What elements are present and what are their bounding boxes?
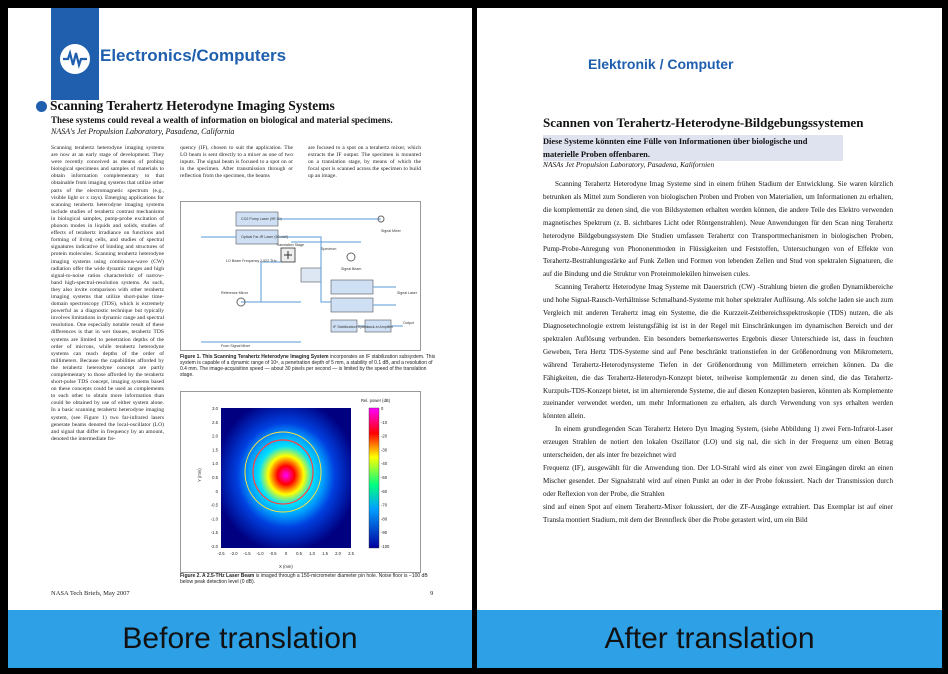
figure-2-caption-text: is imaged through a 150-micrometer diameter pin hole. Noise floor is −100 dB below peak detection level (0 dB).: [180, 573, 428, 585]
colorbar-tick-label: -100: [381, 544, 390, 549]
fig1-label: Lock-in Amplifier: [367, 325, 394, 329]
footer-publication: NASA Tech Briefs, May 2007: [51, 590, 130, 597]
y-tick-label: 3.0: [212, 406, 218, 411]
footer-page-number: 9: [430, 590, 434, 597]
x-tick-label: -2.5: [217, 551, 225, 556]
figure-1-caption-lead: Figure 1. This Scanning Terahertz Heterodyne Imaging System: [180, 354, 329, 360]
y-tick-label: 2.0: [212, 433, 218, 439]
y-tick-label: 0.5: [212, 475, 218, 480]
fig1-label: From Signal Mixer: [221, 344, 251, 348]
figure-1-caption: [180, 354, 440, 378]
fig1-label: Optical Far-IR Laser (50 mW): [241, 235, 289, 239]
article-subtitle: Diese Systeme könnten eine Fülle von Informationen über biologische und materielle Proben offenbaren.: [543, 135, 843, 161]
category-title: Elektronik / Computer: [588, 56, 734, 72]
colorbar-tick-label: -30: [381, 447, 388, 453]
y-tick-label: 0: [215, 488, 218, 494]
x-tick-label: -1.0: [256, 551, 264, 556]
fig1-label: Signal Mixer: [381, 229, 401, 233]
figure-2-heatmap: [180, 391, 421, 573]
x-tick-label: -1.5: [243, 551, 251, 556]
paragraph: Scanning Terahertz Heterodyne Imag Systeme sind in einem frühen Stadium der Entwicklung. Sie waren kürzlich betrunken als Mittel zum Sondieren von biologischen Proben und Proben von Materialien, um Informationen zu erhalten, die komplementär zu denen sind, die von Bildsystemen erhalten werden können, die andere Teile des Elektro verwenden magnetisches Spektrum (z. B. sichtbares Licht oder Röntgenstrahlen). Neue Anwendungen für den Scan ning Terahertz heterodyne Bildgebungssystem Die Studien umfassen Terahertz con Transportmechanismen in biologischen Proben, Pump-Probe-Anregung von Phononenmoden in Flüssigkeiten und Feststoffen, Untersuchungen von ef Effekte von Terahertz-Bestrahlungsstärke auf Funk Zellen und Formen von lebenden Zellen und Stud von spektralen Signaturen, die auf die Bindung und die Struktur von Proteinmolekülen hinweisen cules.: [543, 180, 893, 279]
colorbar-tick-label: -80: [381, 516, 388, 522]
y-tick-label: -1.5: [210, 530, 218, 536]
fig1-label: Signal Laser: [397, 291, 417, 295]
fig1-label: Signal Beam: [341, 267, 362, 271]
x-tick-label: 1.5: [322, 551, 328, 556]
paragraph: In einem grundlegenden Scan Terahertz Hetero Dyn Imaging System, (siehe Abbildung 1) zwei Fern-Infrarot-Laser erzeugen Strahlen de notiert den lokalen Oszillator (LO) und sig nal, die sich in der Frequenz um einen Betrag unterscheiden, der als inter fre bezeichnet wird: [543, 425, 893, 460]
wave-icon: [60, 44, 90, 74]
figure-2-caption-lead: Figure 2. A 2.5-THz Laser Beam: [180, 573, 255, 579]
article-subtitle: These systems could reveal a wealth of information on biological and material specimens.: [51, 115, 393, 125]
before-translation-label: Before translation: [8, 610, 472, 668]
paragraph: Scanning Terahertz Heterodyne Imag Systeme mit Dauerstrich (CW) -Strahlung bieten die großen Dynamikbereiche und hohe Signal-Rausch-Verhältnisse Schmalband-Systeme mit hoher spektraler Auflösung. Als solche laden sie auch zum Vergleich mit anderen Terahertz imag ein Systeme, die die Kurzzeit-Zeitbereichsspektroskopie (TDS) nutzen, die als Diagnosetechnologie extrem leistungsfähig ist ist in der Regel mit Einschränkungen im dynamischen Bereich und der spektralen Auflösung verbunden. Ein besonders bemerkenswertes Ergebnis dieser Unterschiede ist, dass in feuchten Geweben, Tera Hertz TDS-Systeme sind auf Pene beschränkt trationstiefen in der Größenordnung von Mikrometern, während Terahertz-Heterodynsysteme Tiefen in der Größenordnung von Millimetern erreichen können. Da die Fähigkeiten, die das Terahertz-Heterodyn-Konzept bietet, teilweise komplementär zu denen sind, die das Terahertz-Kurzpuls-TDS-Konzept bietet, ist im alternierende Systeme, die auf diesen Konzepten basieren, könnten als Komplemente zueinander verwendet werden, um mehr Informationen zu erhalten, als durch Verwendung von sys erhalten werden könnten allein.: [543, 283, 893, 421]
colorbar-tick-label: -90: [381, 530, 388, 536]
x-tick-label: -2.0: [230, 551, 238, 556]
category-title: Electronics/Computers: [100, 46, 287, 65]
x-axis-label: X (mm): [279, 564, 293, 569]
original-page: [8, 8, 472, 610]
fig1-label: Output: [403, 321, 414, 325]
colorbar-tick-label: -50: [381, 475, 388, 480]
after-translation-label: After translation: [477, 610, 942, 668]
y-tick-label: 1.0: [212, 461, 218, 467]
x-tick-label: 2.0: [335, 551, 341, 556]
x-tick-label: 0: [284, 551, 288, 556]
body-column-1: Scanning terahertz heterodyne imaging systems are now at an early stage of development. They were recently conceived as means of probing biological specimens and samples of materials to obtain information complementary to that obtainable from imaging systems that utilize other parts of the electromagnetic spectrum (e.g., visible light or x rays). Emerging applications for scanning terahertz heterodyne imaging systems include studies of terahertz contrast mechanisms in biological samples, pump-probe excitation of phonon modes in liquids and solids, studies of effects of terahertz irradiance on functions and forming of living cells, and studies of spectral signatures indicative of binding and structures of protein molecules. Scanning terahertz heterodyne imaging systems using continuous-wave (CW) radiation offer the wide dynamic ranges and high signal-to-noise ratios characteristic of narrow-band high-spectral-resolution systems. As such, they also invite comparison with other terahertz imaging systems that utilize short-pulse time-domain spectroscopy (TDS), which is extremely powerful as a diagnostic technique but typically involves limitations in dynamic range and spectral resolution. One especially notable result of these differences is that in wet tissues, terahertz TDS systems are limited to penetration depths of the order of microns, while terahertz heterodyne systems can reach depths of the order of millimeters. Because the capabilities afforded by the terahertz heterodyne concept are partly complementary to those afforded by the terahertz short-pulse TDS concept, imaging systems based on these concepts could be used as complements to each other to obtain more information than could be obtained by use of either system alone. In a basic scanning terahertz heterodyne imaging system, (see Figure 1) two far-infrared lasers generate beams denoted the local-oscillator (LO) and signal that differ in frequency by an amount, denoted the intermediate fre-: [51, 145, 164, 442]
y-axis-label: Y (mm): [197, 468, 202, 482]
x-tick-label: 1.0: [309, 551, 315, 556]
figure-1-diagram: [180, 201, 421, 351]
colorbar-tick-label: -60: [381, 488, 388, 494]
article-title: Scanning Terahertz Heterodyne Imaging Systems: [50, 98, 335, 113]
x-tick-label: 0.5: [296, 551, 302, 556]
body-column-3: are focused to a spot on a terahertz mixer, which extracts the IF output. The specimen is mounted on a translation stage, by means of which the focal spot is scanned across the specimen to build up an image.: [308, 145, 421, 180]
fig1-label: IF Stabilization System: [333, 325, 370, 329]
body-column-2: quency (IF), chosen to suit the application. The LO beam is sent directly to a mixer as one of two inputs. The signal beam is focused to a spot on or in the specimen. After transmission through or reflection from the specimen, the beams: [180, 145, 293, 180]
y-tick-label: 1.5: [212, 447, 218, 453]
colorbar-tick-label: -20: [381, 433, 388, 439]
fig1-label: Spectrum: [321, 247, 337, 251]
article-body: [543, 178, 893, 526]
x-tick-label: -0.5: [269, 551, 277, 556]
article-title: Scannen von Terahertz-Heterodyne-Bildgebungssystemen: [543, 115, 864, 130]
x-tick-label: 2.5: [348, 551, 354, 556]
title-bullet-icon: [36, 101, 47, 112]
colorbar-tick-label: -40: [381, 461, 388, 467]
fig1-label: LO Beam Frequency 2.522 THz: [226, 259, 277, 263]
colorbar-tick-label: -10: [381, 419, 388, 425]
article-affiliation: NASAs Jet Propulsion Laboratory, Pasadena, Kalifornien: [543, 160, 715, 169]
y-tick-label: 2.5: [212, 419, 218, 425]
translated-page: [477, 8, 942, 610]
y-tick-label: -0.5: [210, 502, 218, 508]
colorbar-tick-label: 0: [381, 406, 384, 411]
colorbar-tick-label: -70: [381, 502, 388, 508]
fig1-label: Reference Mirror: [221, 291, 248, 295]
figure-1-caption-text: incorporates an IF stabilization subsystem. This system is capable of a dynamic range of 10⁸, a penetration depth of 5 mm, a stability of 0.1 dB, and a resolution of 0.4 mm. The image-acquisition speed — about 30 pixels per second — is limited by the speed of the translation stage.: [180, 354, 436, 378]
y-tick-label: -2.0: [210, 544, 218, 549]
fig1-label: CO2 Pump Laser (9R 10): [241, 217, 282, 221]
paragraph: Frequenz (IF), ausgewählt für die Anwendung tion. Der LO-Strahl wird als einer von zwei Eingängen direkt an einen Mischer gesendet. Der Signalstrahl wird auf einen Punkt an oder in der Probe fokussiert. Nach der Transmission durch oder Reflexion von der Probe, die Strahlen: [543, 463, 893, 498]
paragraph: sind auf einen Spot auf einem Terahertz-Mixer fokussiert, der die ZF-Ausgänge extrahiert. Das Exemplar ist auf einer Transla montiert Stadium, mit dem der Brennfleck über die Probe gerastert wird, um ein Bild: [543, 502, 893, 524]
article-affiliation: NASA's Jet Propulsion Laboratory, Pasadena, California: [51, 127, 235, 136]
colorbar-title: Rel. power (dB): [361, 398, 391, 403]
fig1-label: Translation Stage: [276, 243, 305, 247]
y-tick-label: -1.0: [210, 516, 218, 522]
figure-2-caption: [180, 573, 440, 585]
